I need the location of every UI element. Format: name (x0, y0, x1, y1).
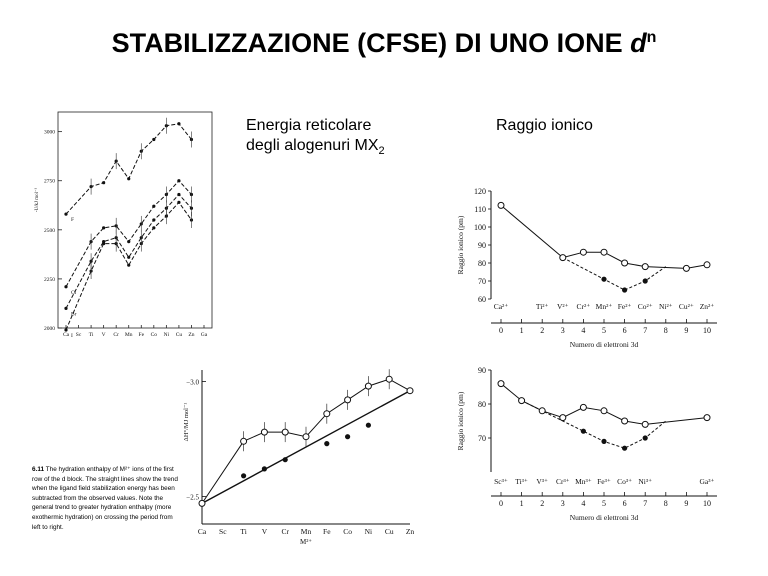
open-point (683, 265, 689, 271)
open-point (560, 415, 566, 421)
series-line-Br (66, 194, 191, 308)
data-point-Br (152, 218, 155, 221)
hydration-enthalpy-chart (180, 362, 420, 552)
open-point (622, 418, 628, 424)
filled-point (601, 277, 606, 282)
open-point (704, 262, 710, 268)
lattice-label-line1: Energia reticolare (246, 117, 372, 134)
x-tick-label: 8 (663, 326, 668, 335)
open-point (622, 260, 628, 266)
x-tick-label: Fe (323, 527, 331, 536)
lattice-energy-label (246, 116, 385, 161)
y-tick-label: 2000 (44, 326, 55, 332)
title-main: STABILIZZAZIONE (CFSE) DI UNO IONE (111, 28, 631, 58)
ionic-radius-label: Raggio ionico (496, 117, 593, 134)
open-point (498, 381, 504, 387)
y-axis-label: -U/kJ mol⁻¹ (35, 187, 40, 213)
ion-label: Cr³⁺ (555, 477, 570, 486)
series-label-Br: Br (71, 311, 77, 318)
filled-point (643, 278, 648, 283)
filled-point (643, 435, 648, 440)
data-point-I (152, 226, 155, 229)
ion-label: Fe²⁺ (617, 302, 632, 311)
data-point-F (127, 177, 130, 180)
y-tick-label: −3.0 (186, 378, 199, 387)
corrected-point (262, 466, 267, 471)
caption-text: The hydration enthalpy of M²⁺ ions of the first row of the d block. The straight lines show the trend when the ligand field stabilization energy has been subtracted from the observed values. Note the general trend to greater hydration enthalpy (more exothermic hydration) on crossing the period from left to right. (32, 466, 178, 531)
x-tick-label: Mn (300, 527, 312, 536)
data-point-I (102, 242, 105, 245)
data-point-I (177, 201, 180, 204)
x-tick-label: Ga (200, 332, 208, 338)
x-tick-label: 5 (602, 326, 606, 335)
data-point-F (102, 181, 105, 184)
y-tick-label: 80 (478, 400, 486, 409)
filled-point (581, 429, 586, 434)
x-axis-label: Numero di elettroni 3d (569, 513, 639, 522)
x-axis-label: M²⁺ (299, 538, 313, 546)
x-tick-label: Cu (384, 527, 394, 536)
ion-label: Sc³⁺ (494, 477, 508, 486)
observed-point (324, 411, 330, 417)
y-axis-label: Raggio ionico (pm) (456, 391, 465, 451)
x-tick-label: 2 (540, 499, 545, 508)
x-tick-label: 9 (684, 326, 689, 335)
x-tick-label: 8 (663, 499, 668, 508)
x-tick-label: 6 (622, 326, 627, 335)
series-line-Cl (66, 181, 191, 287)
y-tick-label: 60 (478, 295, 486, 304)
x-tick-label: V (101, 332, 106, 338)
x-tick-label: Ni (163, 332, 170, 338)
figure-caption (32, 465, 182, 532)
ion-label: Ti³⁺ (515, 477, 528, 486)
y-tick-label: 120 (474, 187, 486, 196)
data-point-F (152, 138, 155, 141)
x-tick-label: Ca (197, 527, 207, 536)
ion-label: Co²⁺ (637, 302, 653, 311)
y-tick-label: −2.5 (186, 493, 199, 502)
x-axis-label: Numero di elettroni 3d (569, 340, 639, 349)
corrected-point (345, 434, 350, 439)
series-line-open (501, 205, 707, 268)
x-tick-label: Cr (281, 527, 289, 536)
filled-point (622, 287, 627, 292)
x-tick-label: 2 (540, 326, 545, 335)
open-point (580, 404, 586, 410)
series-label-I: I (71, 332, 73, 339)
title-superscript: n (646, 29, 657, 46)
ion-label: Ni²⁺ (658, 302, 673, 311)
open-point (519, 398, 525, 404)
open-point (580, 249, 586, 255)
data-point-F (64, 213, 67, 216)
data-point-Br (64, 307, 67, 310)
data-point-Cl (102, 226, 105, 229)
x-tick-label: 6 (622, 499, 627, 508)
x-tick-label: Sc (219, 527, 227, 536)
series-label-F: F (71, 217, 75, 224)
y-tick-label: 110 (474, 205, 486, 214)
open-point (642, 264, 648, 270)
x-tick-label: Co (343, 527, 352, 536)
data-point-Br (127, 256, 130, 259)
open-point (601, 408, 607, 414)
filled-point (601, 439, 606, 444)
trend-line (202, 391, 410, 504)
open-point (560, 255, 566, 261)
x-tick-label: Zn (405, 527, 415, 536)
data-point-I (64, 328, 67, 331)
ion-label: Cr²⁺ (576, 302, 591, 311)
x-tick-label: Ti (240, 527, 247, 536)
open-point (601, 249, 607, 255)
y-tick-label: 80 (478, 259, 486, 268)
x-tick-label: 0 (499, 499, 503, 508)
ion-label: Zn²⁺ (699, 302, 715, 311)
x-tick-label: 1 (519, 326, 524, 335)
x-tick-label: 10 (703, 326, 711, 335)
lattice-energy-chart (30, 100, 220, 350)
observed-point (261, 429, 267, 435)
x-tick-label: Ca (62, 332, 70, 338)
ionic-radius-m2-chart (455, 183, 725, 349)
x-tick-label: 5 (602, 499, 606, 508)
data-point-Cl (64, 285, 67, 288)
observed-point (407, 388, 413, 394)
x-tick-label: 10 (703, 499, 711, 508)
ion-label: Ti²⁺ (535, 302, 549, 311)
observed-point (345, 397, 351, 403)
ion-label: Ga³⁺ (699, 477, 715, 486)
ion-label: Co³⁺ (617, 477, 633, 486)
y-axis-label: Raggio ionico (pm) (456, 215, 465, 275)
x-tick-label: Co (150, 332, 158, 338)
observed-point (386, 376, 392, 382)
series-line-dashed (563, 258, 666, 290)
ion-label: Ni³⁺ (638, 477, 653, 486)
data-point-Cl (152, 205, 155, 208)
series-label-Cl: Cl (71, 289, 77, 296)
filled-point (622, 446, 627, 451)
y-tick-label: 100 (474, 223, 486, 232)
y-tick-label: 90 (478, 241, 486, 250)
data-point-Cl (177, 179, 180, 182)
y-tick-label: 2500 (44, 227, 55, 234)
title-d: d (630, 28, 647, 58)
x-tick-label: Ni (364, 527, 373, 536)
corrected-point (283, 457, 288, 462)
x-tick-label: Zn (188, 332, 195, 338)
y-tick-label: 3000 (44, 129, 55, 136)
y-tick-label: 90 (478, 366, 486, 375)
open-point (704, 415, 710, 421)
ion-label: V³⁺ (536, 477, 549, 486)
corrected-point (366, 423, 371, 428)
x-tick-label: 4 (581, 326, 586, 335)
data-point-Cl (127, 240, 130, 243)
y-tick-label: 70 (478, 277, 486, 286)
data-point-F (177, 122, 180, 125)
ion-label: Mn²⁺ (595, 302, 613, 311)
corrected-point (324, 441, 329, 446)
x-tick-label: Sc (75, 332, 82, 338)
y-tick-label: 2250 (44, 276, 55, 283)
ion-label: Ca²⁺ (493, 302, 509, 311)
x-tick-label: 1 (519, 499, 524, 508)
x-tick-label: V (261, 527, 268, 536)
x-tick-label: 4 (581, 499, 586, 508)
y-tick-label: 70 (478, 434, 486, 443)
x-tick-label: Ti (88, 332, 94, 338)
corrected-point (241, 473, 246, 478)
x-tick-label: Fe (138, 332, 145, 338)
x-tick-label: Mn (124, 332, 133, 338)
data-point-Br (177, 193, 180, 196)
observed-point (199, 500, 205, 506)
x-tick-label: Cr (113, 332, 119, 338)
slide-title (0, 28, 768, 59)
x-tick-label: 0 (499, 326, 503, 335)
x-tick-label: 3 (560, 326, 565, 335)
observed-point (241, 438, 247, 444)
x-tick-label: 7 (643, 326, 648, 335)
series-line-open (501, 384, 707, 425)
lattice-label-line2: degli alogenuri $MX_2$ (246, 137, 385, 158)
series-line-F (66, 124, 191, 214)
ion-label: Mn³⁺ (575, 477, 592, 486)
open-point (498, 202, 504, 208)
observed-point (282, 429, 288, 435)
x-tick-label: 9 (684, 499, 689, 508)
x-tick-label: 7 (643, 499, 648, 508)
observed-point (303, 434, 309, 440)
x-tick-label: 3 (560, 499, 565, 508)
open-point (642, 421, 648, 427)
ion-label: V²⁺ (556, 302, 569, 311)
caption-number: 6.11 (32, 466, 45, 473)
open-point (539, 408, 545, 414)
data-point-I (127, 264, 130, 267)
y-axis-label: ΔH°/MJ mol⁻¹ (183, 402, 190, 442)
ion-label: Cu²⁺ (678, 302, 694, 311)
y-tick-label: 2750 (44, 178, 55, 185)
x-tick-label: Cu (175, 332, 183, 338)
ionic-radius-m3-chart (455, 362, 725, 527)
ion-label: Fe³⁺ (597, 477, 611, 486)
observed-point (365, 383, 371, 389)
